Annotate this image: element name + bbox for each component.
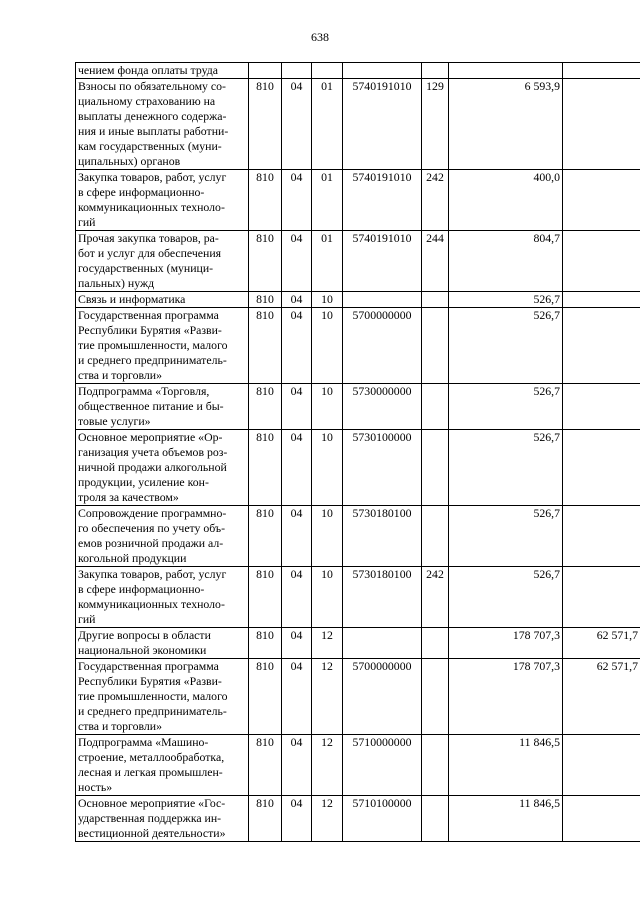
row-name-cell: Взносы по обязательному со- циальному страхованию на выплаты денежного содержа- ния и иные выплаты работни- кам государственных (муни- ципальных) органов	[76, 79, 249, 170]
row-ministry-code-cell: 810	[249, 628, 282, 659]
table-row	[76, 796, 640, 842]
row-sum-federal-cell	[563, 384, 640, 430]
row-sum-cell: 6 593,9	[449, 79, 563, 170]
row-sum-cell: 11 846,5	[449, 796, 563, 842]
row-name-cell: Сопровождение программно- го обеспечения по учету объ- емов розничной продажи ал- когольной продукции	[76, 506, 249, 567]
row-name-cell: Основное мероприятие «Гос- ударственная поддержка ин- вестиционной деятельности»	[76, 796, 249, 842]
row-sum-cell: 526,7	[449, 567, 563, 628]
row-subsection-code-cell	[312, 63, 343, 79]
row-ministry-code-cell: 810	[249, 430, 282, 506]
row-sum-cell: 526,7	[449, 506, 563, 567]
row-sum-federal-cell	[563, 506, 640, 567]
table-row	[76, 567, 640, 628]
page-number: 638	[311, 30, 329, 44]
row-ministry-code-cell: 810	[249, 292, 282, 308]
row-sum-federal-cell	[563, 231, 640, 292]
row-section-code-cell: 04	[282, 231, 312, 292]
row-name-cell: Основное мероприятие «Ор- ганизация учета объемов роз- ничной продажи алкогольной продукции, усиление кон- троля за качеством»	[76, 430, 249, 506]
row-expense-type-cell: 244	[422, 231, 449, 292]
row-sum-federal-cell	[563, 430, 640, 506]
row-name-cell: Государственная программа Республики Бурятия «Разви- тие промышленности, малого и среднего предприниматель- ства и торговли»	[76, 308, 249, 384]
row-target-article-cell: 5740191010	[343, 170, 422, 231]
row-ministry-code-cell: 810	[249, 308, 282, 384]
row-subsection-code-cell: 12	[312, 628, 343, 659]
row-sum-cell: 11 846,5	[449, 735, 563, 796]
row-sum-federal-cell	[563, 170, 640, 231]
row-subsection-code-cell: 12	[312, 796, 343, 842]
table-row	[76, 231, 640, 292]
row-target-article-cell	[343, 292, 422, 308]
row-target-article-cell: 5730000000	[343, 384, 422, 430]
row-sum-cell: 526,7	[449, 384, 563, 430]
row-sum-federal-cell: 62 571,7	[563, 628, 640, 659]
budget-table	[75, 62, 640, 842]
row-name-cell: чением фонда оплаты труда	[76, 63, 249, 79]
row-subsection-code-cell: 12	[312, 735, 343, 796]
row-expense-type-cell	[422, 796, 449, 842]
table-row	[76, 384, 640, 430]
row-target-article-cell: 5700000000	[343, 659, 422, 735]
row-subsection-code-cell: 10	[312, 567, 343, 628]
row-ministry-code-cell: 810	[249, 231, 282, 292]
row-ministry-code-cell: 810	[249, 735, 282, 796]
row-sum-federal-cell	[563, 63, 640, 79]
row-section-code-cell: 04	[282, 628, 312, 659]
row-ministry-code-cell: 810	[249, 796, 282, 842]
row-sum-federal-cell	[563, 79, 640, 170]
row-target-article-cell: 5740191010	[343, 79, 422, 170]
row-expense-type-cell	[422, 659, 449, 735]
row-name-cell: Прочая закупка товаров, ра- бот и услуг для обеспечения государственных (муници- пальных) нужд	[76, 231, 249, 292]
table-body	[76, 63, 640, 842]
row-subsection-code-cell: 10	[312, 292, 343, 308]
table-row	[76, 659, 640, 735]
row-expense-type-cell: 242	[422, 567, 449, 628]
row-section-code-cell: 04	[282, 735, 312, 796]
row-section-code-cell: 04	[282, 292, 312, 308]
row-sum-federal-cell	[563, 308, 640, 384]
row-subsection-code-cell: 01	[312, 170, 343, 231]
row-section-code-cell: 04	[282, 567, 312, 628]
row-sum-cell	[449, 63, 563, 79]
row-section-code-cell: 04	[282, 506, 312, 567]
row-subsection-code-cell: 10	[312, 506, 343, 567]
row-section-code-cell: 04	[282, 79, 312, 170]
row-section-code-cell: 04	[282, 308, 312, 384]
table-row	[76, 292, 640, 308]
row-target-article-cell	[343, 63, 422, 79]
row-ministry-code-cell: 810	[249, 79, 282, 170]
row-name-cell: Другие вопросы в области национальной экономики	[76, 628, 249, 659]
row-section-code-cell: 04	[282, 384, 312, 430]
table-row	[76, 63, 640, 79]
row-sum-federal-cell	[563, 567, 640, 628]
table-row	[76, 506, 640, 567]
row-expense-type-cell	[422, 506, 449, 567]
row-subsection-code-cell: 01	[312, 79, 343, 170]
table-row	[76, 735, 640, 796]
row-ministry-code-cell: 810	[249, 659, 282, 735]
row-name-cell: Подпрограмма «Торговля, общественное питание и бы- товые услуги»	[76, 384, 249, 430]
row-target-article-cell: 5740191010	[343, 231, 422, 292]
row-expense-type-cell	[422, 63, 449, 79]
row-name-cell: Государственная программа Республики Бурятия «Разви- тие промышленности, малого и среднего предприниматель- ства и торговли»	[76, 659, 249, 735]
row-name-cell: Подпрограмма «Машино- строение, металлообработка, лесная и легкая промышлен- ность»	[76, 735, 249, 796]
row-expense-type-cell	[422, 735, 449, 796]
row-expense-type-cell: 242	[422, 170, 449, 231]
table-row	[76, 79, 640, 170]
row-expense-type-cell	[422, 628, 449, 659]
table-row	[76, 430, 640, 506]
row-ministry-code-cell: 810	[249, 506, 282, 567]
row-target-article-cell: 5730180100	[343, 567, 422, 628]
row-expense-type-cell	[422, 430, 449, 506]
row-target-article-cell: 5710100000	[343, 796, 422, 842]
row-target-article-cell: 5730180100	[343, 506, 422, 567]
row-name-cell: Закупка товаров, работ, услуг в сфере информационно- коммуникационных техноло- гий	[76, 170, 249, 231]
row-subsection-code-cell: 10	[312, 308, 343, 384]
row-sum-cell: 804,7	[449, 231, 563, 292]
row-subsection-code-cell: 10	[312, 384, 343, 430]
row-expense-type-cell	[422, 292, 449, 308]
row-sum-cell: 178 707,3	[449, 659, 563, 735]
row-sum-federal-cell: 62 571,7	[563, 659, 640, 735]
row-sum-federal-cell	[563, 796, 640, 842]
row-subsection-code-cell: 10	[312, 430, 343, 506]
row-name-cell: Связь и информатика	[76, 292, 249, 308]
row-sum-federal-cell	[563, 292, 640, 308]
row-ministry-code-cell	[249, 63, 282, 79]
row-target-article-cell: 5700000000	[343, 308, 422, 384]
row-expense-type-cell	[422, 384, 449, 430]
row-section-code-cell: 04	[282, 170, 312, 231]
row-ministry-code-cell: 810	[249, 567, 282, 628]
row-sum-cell: 400,0	[449, 170, 563, 231]
row-target-article-cell: 5710000000	[343, 735, 422, 796]
row-section-code-cell: 04	[282, 659, 312, 735]
row-subsection-code-cell: 01	[312, 231, 343, 292]
row-target-article-cell: 5730100000	[343, 430, 422, 506]
row-expense-type-cell: 129	[422, 79, 449, 170]
row-subsection-code-cell: 12	[312, 659, 343, 735]
row-section-code-cell	[282, 63, 312, 79]
row-sum-cell: 178 707,3	[449, 628, 563, 659]
row-target-article-cell	[343, 628, 422, 659]
row-sum-federal-cell	[563, 735, 640, 796]
row-section-code-cell: 04	[282, 796, 312, 842]
table-row	[76, 170, 640, 231]
row-sum-cell: 526,7	[449, 292, 563, 308]
row-section-code-cell: 04	[282, 430, 312, 506]
row-sum-cell: 526,7	[449, 430, 563, 506]
row-sum-cell: 526,7	[449, 308, 563, 384]
row-ministry-code-cell: 810	[249, 384, 282, 430]
table-row	[76, 628, 640, 659]
row-name-cell: Закупка товаров, работ, услуг в сфере информационно- коммуникационных техноло- гий	[76, 567, 249, 628]
row-expense-type-cell	[422, 308, 449, 384]
row-ministry-code-cell: 810	[249, 170, 282, 231]
table-row	[76, 308, 640, 384]
